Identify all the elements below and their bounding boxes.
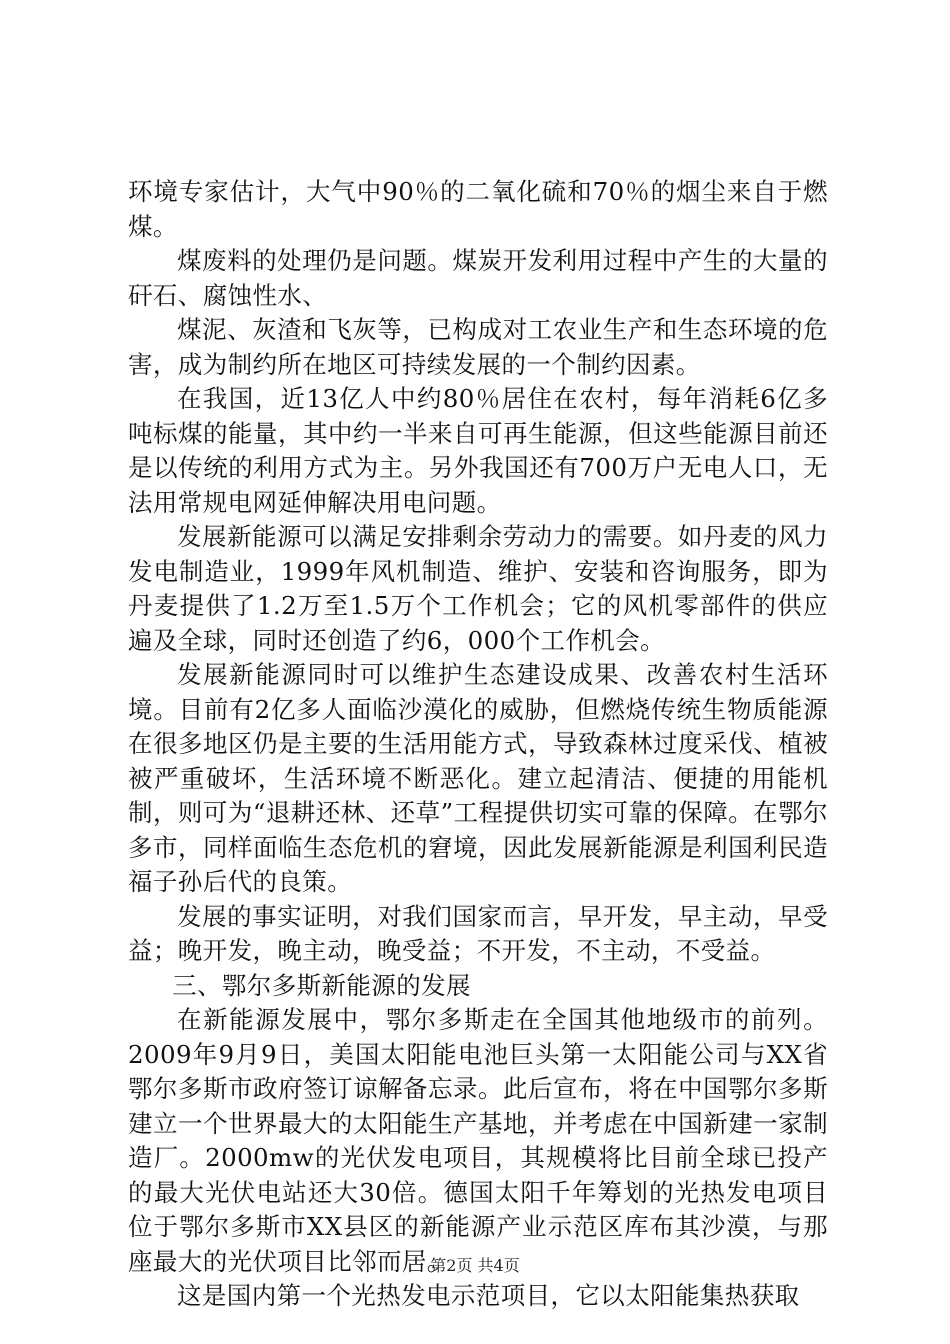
paragraph: 环境专家估计，大气中90％的二氧化硫和70％的烟尘来自于燃煤。 bbox=[128, 177, 828, 241]
paragraph: 发展的事实证明，对我们国家而言，早开发，早主动，早受益；晚开发，晚主动，晚受益；不开发，不主动，不受益。 bbox=[128, 901, 828, 965]
document-body bbox=[128, 175, 828, 1314]
paragraph: 发展新能源同时可以维护生态建设成果、改善农村生活环境。目前有2亿多人面临沙漠化的威胁，但燃烧传统生物质能源在很多地区仍是主要的生活用能方式，导致森林过度采伐、植被被严重破坏，生活环境不断恶化。建立起清洁、便捷的用能机制，则可为“退耕还林、还草”工程提供切实可靠的保障。在鄂尔多市，同样面临生态危机的窘境，因此发展新能源是利国利民造福子孙后代的良策。 bbox=[128, 660, 828, 896]
paragraph: 煤废料的处理仍是问题。煤炭开发利用过程中产生的大量的矸石、腐蚀性水、 bbox=[128, 246, 828, 310]
paragraph: 在新能源发展中，鄂尔多斯走在全国其他地级市的前列。2009年9月9日，美国太阳能电池巨头第一太阳能公司与XX省鄂尔多斯市政府签订谅解备忘录。此后宣布，将在中国鄂尔多斯建立一个世界最大的太阳能生产基地，并考虑在中国新建一家制造厂。2000mw的光伏发电项目，其规模将比目前全球已投产的最大光伏电站还大30倍。德国太阳千年筹划的光热发电项目位于鄂尔多斯市XX县区的新能源产业示范区库布其沙漠，与那座最大的光伏项目比邻而居。 bbox=[128, 1005, 828, 1276]
page-number-label: 第2页 共4页 bbox=[430, 1256, 520, 1275]
paragraph: 在我国，近13亿人中约80％居住在农村，每年消耗6亿多吨标煤的能量，其中约一半来自可再生能源，但这些能源目前还是以传统的利用方式为主。另外我国还有700万户无电人口，无法用常规电网延伸解决用电问题。 bbox=[128, 384, 828, 517]
paragraph: 发展新能源可以满足安排剩余劳动力的需要。如丹麦的风力发电制造业，1999年风机制造、维护、安装和咨询服务，即为丹麦提供了1.2万至1.5万个工作机会；它的风机零部件的供应遍及全球，同时还创造了约6，000个工作机会。 bbox=[128, 522, 828, 655]
section-heading: 三、鄂尔多斯新能源的发展 bbox=[172, 970, 471, 1000]
paragraph: 煤泥、灰渣和飞灰等，已构成对工农业生产和生态环境的危害，成为制约所在地区可持续发展的一个制约因素。 bbox=[128, 315, 828, 379]
page-footer bbox=[0, 1253, 950, 1276]
paragraph: 这是国内第一个光热发电示范项目，它以太阳能集热获取 bbox=[177, 1281, 800, 1310]
